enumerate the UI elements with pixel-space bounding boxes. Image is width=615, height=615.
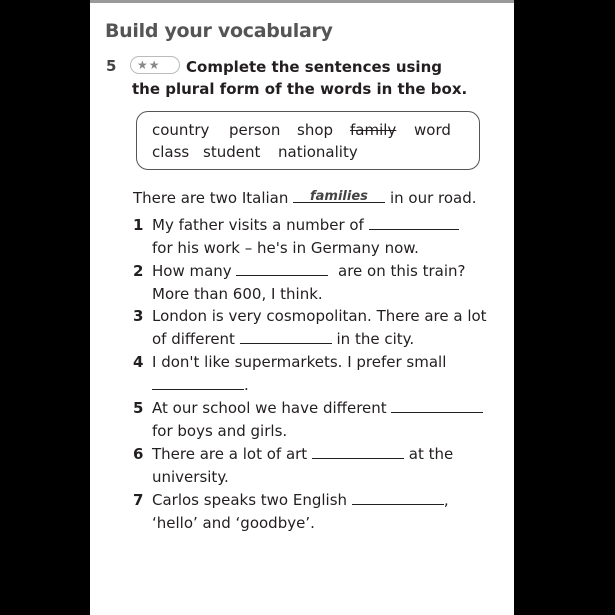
item-number: 4: [133, 353, 144, 371]
word-box-word: shop: [297, 121, 334, 139]
answer-blank[interactable]: [391, 398, 483, 413]
word-box-word: nationality: [278, 143, 358, 161]
exercise-instruction: Complete the sentences using the plural form of the words in the box.: [132, 58, 468, 98]
item-text: are on this train?: [338, 262, 466, 280]
item-text: At our school we have different: [152, 399, 387, 417]
item-number: 3: [133, 307, 144, 325]
item-text: in the city.: [336, 330, 415, 348]
item-number: 1: [133, 216, 144, 234]
item-text: Carlos speaks two English: [152, 491, 348, 509]
item-number: 5: [133, 399, 144, 417]
word-box-word-struck: family: [350, 121, 397, 139]
answer-blank[interactable]: [312, 444, 404, 459]
item-text: More than 600, I think.: [152, 285, 323, 303]
answer-blank[interactable]: [369, 215, 459, 230]
item-text: .: [244, 376, 249, 394]
item-text: ,: [443, 491, 449, 509]
difficulty-stars-icon: ★★: [130, 56, 180, 74]
item-text: for his work – he's in Germany now.: [152, 239, 419, 257]
item-text: I don't like supermarkets. I prefer small: [152, 353, 447, 371]
word-box-word: person: [229, 121, 281, 139]
item-4-line-1: [133, 352, 446, 372]
word-box-word: country: [152, 121, 210, 139]
item-1-line-1: [133, 215, 459, 235]
item-3-line-2: [152, 329, 414, 349]
item-2-line-1: [133, 261, 466, 281]
item-text: London is very cosmopolitan. There are a lot: [152, 307, 487, 325]
item-text: university.: [152, 468, 229, 486]
answer-blank[interactable]: [236, 261, 328, 276]
answer-blank[interactable]: [352, 490, 444, 505]
item-text: There are a lot of art: [152, 445, 308, 463]
item-text: ‘hello’ and ‘goodbye’.: [152, 514, 315, 532]
example-text-before: There are two Italian: [133, 189, 289, 207]
item-6-line-1: [133, 444, 453, 464]
item-5-line-1: [133, 398, 483, 418]
item-number: 6: [133, 445, 144, 463]
item-3-line-1: [133, 306, 487, 326]
item-text: of different: [152, 330, 235, 348]
workbook-page: [90, 0, 514, 615]
item-text: at the: [408, 445, 454, 463]
item-number: 7: [133, 491, 144, 509]
answer-blank[interactable]: [240, 329, 332, 344]
exercise-number: 5: [106, 57, 117, 75]
example-text-after: in our road.: [389, 189, 477, 207]
word-box-word: word: [414, 121, 451, 139]
item-number: 2: [133, 262, 144, 280]
item-text: How many: [152, 262, 232, 280]
word-box-word: class: [152, 143, 190, 161]
item-text: My father visits a number of: [152, 216, 364, 234]
item-text: for boys and girls.: [152, 422, 288, 440]
item-4-line-2: [152, 375, 249, 395]
example-answer: families: [310, 189, 368, 204]
word-box-word: student: [203, 143, 261, 161]
answer-blank[interactable]: [152, 375, 244, 390]
item-7-line-1: [133, 490, 449, 510]
section-heading: Build your vocabulary: [105, 20, 333, 42]
example-sentence: [133, 188, 477, 208]
word-box: [136, 111, 480, 170]
